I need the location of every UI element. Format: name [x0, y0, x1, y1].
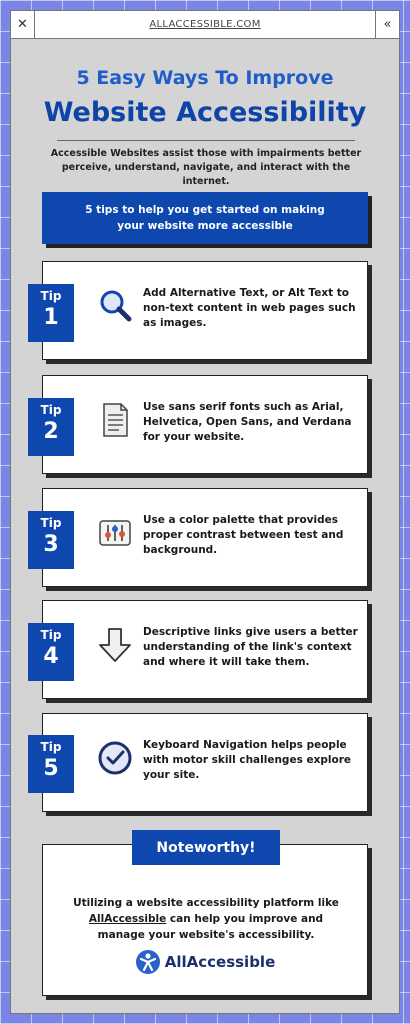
- noteworthy-title: Noteworthy!: [132, 830, 280, 865]
- note-text-before: Utilizing a website accessibility platform like: [73, 897, 339, 909]
- down-arrow-icon: [95, 625, 135, 665]
- browser-bar: [11, 11, 399, 39]
- banner-text: 5 tips to help you get started on making your website more accessible: [85, 204, 325, 232]
- site-url[interactable]: ALLACCESSIBLE.COM: [149, 19, 261, 30]
- noteworthy-text: [73, 895, 339, 943]
- tip-text: Descriptive links give users a better understanding of the link's context and where it will take them.: [143, 626, 358, 668]
- tip-card-1: [42, 261, 368, 360]
- divider: [57, 140, 355, 141]
- tip-badge-3: [28, 511, 74, 569]
- tip-label: Tip: [40, 628, 62, 642]
- allaccessible-link[interactable]: AllAccessible: [88, 913, 167, 925]
- headline-line2: Website Accessibility: [43, 97, 367, 128]
- tip-badge-1: [28, 284, 74, 342]
- tip-badge-2: [28, 398, 74, 456]
- note-text-after: can help you improve and manage your website's accessibility.: [97, 913, 324, 941]
- tips-banner: [42, 192, 368, 244]
- subtitle: Accessible Websites assist those with impairments better perceive, understand, navigate, and interact with the internet.: [50, 148, 362, 187]
- sliders-icon: [95, 513, 135, 553]
- check-circle-icon: [95, 738, 135, 778]
- infographic-frame: [10, 10, 400, 1014]
- noteworthy-card: [42, 844, 368, 996]
- tip-text: Keyboard Navigation helps people with motor skill challenges explore your site.: [143, 739, 352, 781]
- tip-label: Tip: [40, 289, 62, 303]
- document-icon: [95, 400, 135, 440]
- tip-label: Tip: [40, 516, 62, 530]
- tip-text: Use sans serif fonts such as Arial, Helvetica, Open Sans, and Verdana for your website.: [143, 401, 352, 443]
- tip-label: Tip: [40, 403, 62, 417]
- tip-number: 4: [43, 644, 59, 669]
- tip-number: 1: [43, 305, 59, 330]
- tip-card-2: [42, 375, 368, 474]
- tip-number: 3: [43, 532, 59, 557]
- tip-number: 5: [43, 756, 59, 781]
- logo-text: AllAccessible: [164, 953, 276, 971]
- tip-text: Add Alternative Text, or Alt Text to non-text content in web pages such as images.: [143, 287, 356, 329]
- close-icon[interactable]: ✕: [11, 11, 35, 38]
- tip-card-3: [42, 488, 368, 587]
- headline-line1: 5 Easy Ways To Improve: [76, 67, 334, 89]
- magnifier-icon: [95, 286, 135, 326]
- tip-text: Use a color palette that provides proper contrast between test and background.: [143, 514, 344, 556]
- tip-label: Tip: [40, 740, 62, 754]
- tip-card-4: [42, 600, 368, 699]
- tip-number: 2: [43, 419, 59, 444]
- collapse-icon[interactable]: «: [375, 11, 399, 38]
- tip-badge-5: [28, 735, 74, 793]
- tip-badge-4: [28, 623, 74, 681]
- tip-card-5: [42, 713, 368, 812]
- accessibility-logo-icon: [135, 949, 161, 975]
- allaccessible-logo[interactable]: [43, 949, 367, 975]
